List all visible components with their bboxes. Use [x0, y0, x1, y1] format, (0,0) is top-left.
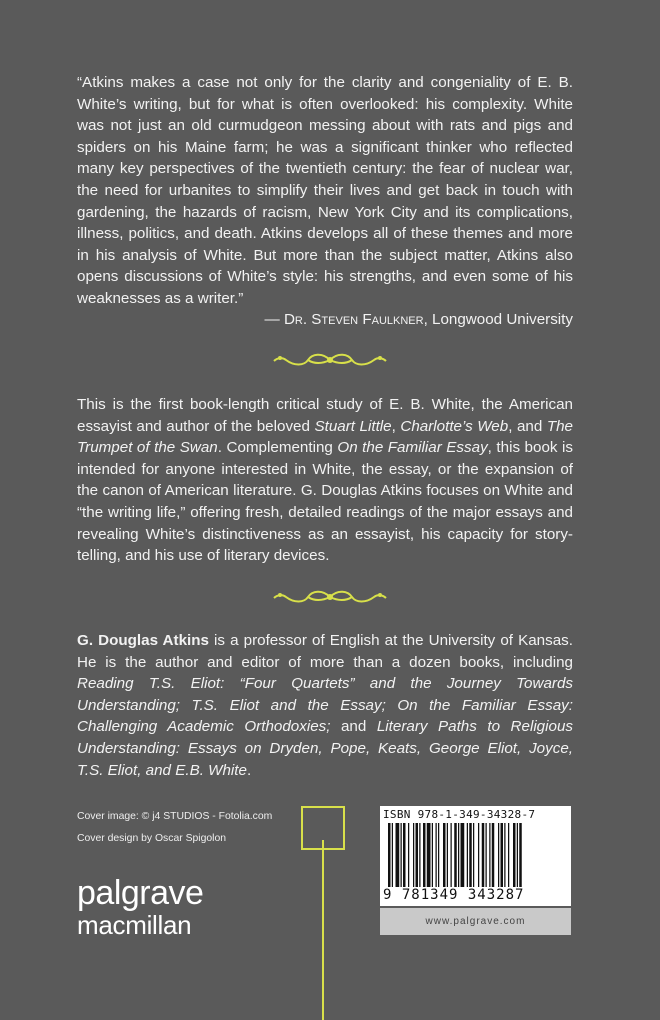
description-sep-2: , and — [508, 417, 547, 435]
cover-image-credit: Cover image: © j4 STUDIOS - Fotolia.com — [77, 811, 273, 822]
description-text-3: , this book is intended for anyone interested in White, the essay, or the expansion of the canon of American literature. G. Douglas Atkins focuses on White and “the writing life,” offering fresh, detailed readings of the major essays and revealing White’s distinctiveness as an essayist, his capacity for story-telling, and his use of literary devices. — [77, 439, 573, 565]
decorative-line — [322, 840, 324, 1020]
book-description — [77, 394, 573, 567]
ornament-divider-icon — [272, 585, 388, 609]
description-title-3: The Trumpet of the Swan — [77, 417, 573, 457]
description-text-1: This is the first book-length critical study of E. B. White, the American essayist and author of the beloved — [77, 396, 573, 435]
attribution-affiliation: , Longwood University — [423, 311, 573, 328]
isbn-label: ISBN 978-1-349-34328-7 — [383, 808, 536, 821]
decorative-square-icon — [301, 806, 345, 850]
isbn-barcode — [380, 806, 571, 906]
attribution-name: Dr. Steven Faulkner — [283, 311, 424, 328]
publisher-url: www.palgrave.com — [380, 908, 571, 935]
bio-books-2: Literary Paths to Religious Understanding: Essays on Dryden, Pope, Keats, George Eliot, Joyce, T.S. Eliot, and E.B. White — [77, 718, 573, 779]
description-title-2: Charlotte’s Web — [400, 417, 509, 435]
praise-quote — [77, 72, 573, 310]
bio-text-3: . — [246, 761, 252, 779]
attribution-dash: — — [264, 311, 284, 328]
author-bio — [77, 630, 573, 781]
publisher-logo-line2: macmillan — [77, 910, 192, 940]
barcode-bars-icon — [388, 823, 564, 887]
bio-text-1: is a professor of English at the University of Kansas. He is the author and editor of more than a dozen books, including — [77, 632, 573, 671]
praise-attribution — [265, 310, 573, 330]
bio-books-1: Reading T.S. Eliot: “Four Quartets” and the Journey Towards Understanding; T.S. Eliot and the Essay; On the Familiar Essay: Challenging Academic Orthodoxies; — [77, 675, 573, 736]
author-name: G. Douglas Atkins — [77, 632, 209, 649]
ornament-divider-icon — [272, 348, 388, 372]
publisher-logo — [77, 876, 203, 938]
praise-quote-text: “Atkins makes a case not only for the clarity and congeniality of E. B. White’s writing, but for what is often overlooked: his complexity. White was not just an old curmudgeon messing about with rats and pigs and spiders on his Maine farm; he was a significant thinker who reflected many key perspectives of the twentieth century: the fear of nuclear war, the need for urbanites to simplify their lives and get back in touch with gardening, the hazards of racism, New York City and its complications, illness, politics, and death. Atkins develops all of these themes and more in his analysis of White. But more than the subject matter, Atkins also opens discussions of White’s style: his strengths, and even some of his weaknesses as a writer.” — [77, 74, 573, 307]
description-sep-1: , — [391, 417, 401, 435]
bio-text-2: and — [330, 718, 377, 736]
barcode-digits: 9 781349 343287 — [383, 887, 525, 903]
cover-design-credit: Cover design by Oscar Spigolon — [77, 833, 227, 844]
publisher-logo-line1: palgrave — [77, 874, 204, 912]
description-text-2: . Complementing — [217, 439, 338, 457]
description-title-4: On the Familiar Essay — [337, 439, 488, 457]
description-title-1: Stuart Little — [314, 417, 392, 435]
cover-credits — [77, 806, 272, 850]
